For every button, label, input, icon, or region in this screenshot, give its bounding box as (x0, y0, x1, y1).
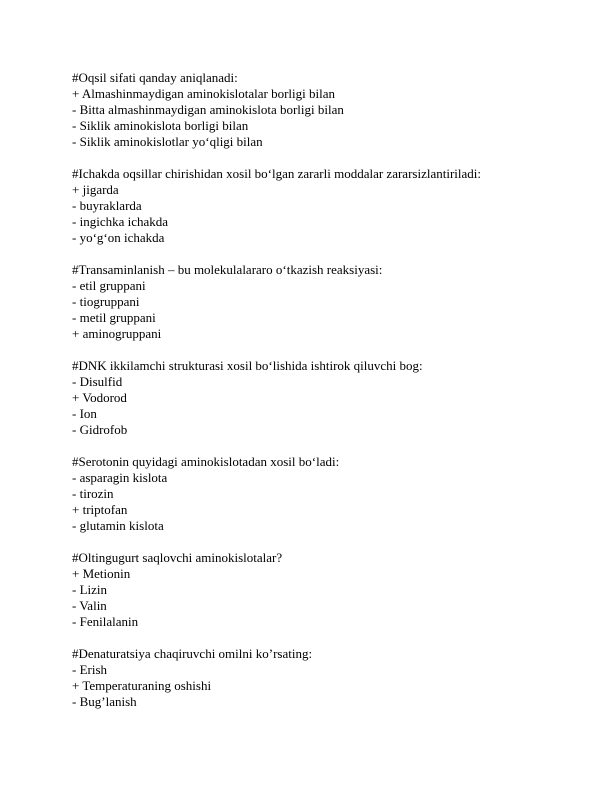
answer-option (72, 566, 552, 582)
option-label: buyraklarda (79, 198, 142, 213)
option-label: triptofan (82, 502, 128, 517)
option-marker: - (72, 294, 77, 309)
option-marker: - (72, 614, 77, 629)
answer-option (72, 182, 552, 198)
option-marker: - (72, 598, 77, 613)
question-block (72, 646, 552, 710)
option-label: Lizin (79, 582, 108, 597)
option-marker: - (72, 582, 77, 597)
answer-option (72, 310, 552, 326)
option-marker: - (72, 422, 77, 437)
option-marker: - (72, 374, 77, 389)
option-label: etil gruppani (79, 278, 146, 293)
option-marker: - (72, 230, 77, 245)
option-label: Almashinmaydigan aminokislotalar borligi bilan (81, 86, 335, 101)
answer-option (72, 86, 552, 102)
answer-option (72, 582, 552, 598)
answer-option (72, 694, 552, 710)
option-label: glutamin kislota (79, 518, 164, 533)
option-marker: + (72, 390, 80, 405)
answer-option (72, 326, 552, 342)
answer-option (72, 134, 552, 150)
option-label: yo‘g‘on ichakda (79, 230, 165, 245)
answer-option (72, 598, 552, 614)
question-block (72, 550, 552, 630)
answer-option (72, 518, 552, 534)
option-label: Bug’lanish (79, 694, 137, 709)
question-block (72, 70, 552, 150)
option-label: Vodorod (82, 390, 127, 405)
option-marker: - (72, 662, 77, 677)
option-marker: - (72, 214, 77, 229)
answer-option (72, 374, 552, 390)
option-label: Disulfid (79, 374, 123, 389)
option-marker: + (72, 502, 80, 517)
option-label: asparagin kislota (79, 470, 168, 485)
option-marker: + (72, 86, 80, 101)
option-marker: - (72, 486, 77, 501)
question-prompt: #Denaturatsiya chaqiruvchi omilni ko’rsating: (72, 646, 313, 661)
option-label: jigarda (82, 182, 119, 197)
option-marker: - (72, 518, 77, 533)
answer-option (72, 118, 552, 134)
answer-option (72, 230, 552, 246)
option-label: Siklik aminokislota borligi bilan (79, 118, 249, 133)
answer-option (72, 662, 552, 678)
option-label: tirozin (79, 486, 114, 501)
question-block (72, 454, 552, 534)
option-marker: - (72, 310, 77, 325)
option-marker: - (72, 406, 77, 421)
answer-option (72, 470, 552, 486)
answer-option (72, 422, 552, 438)
option-marker: - (72, 118, 77, 133)
question-prompt: #Oltingugurt saqlovchi aminokislotalar? (72, 550, 283, 565)
option-label: Metionin (82, 566, 131, 581)
option-marker: + (72, 678, 80, 693)
option-marker: + (72, 326, 80, 341)
question-prompt: #Transaminlanish – bu molekulalararo o‘tkazish reaksiyasi: (72, 262, 383, 277)
option-marker: - (72, 134, 77, 149)
answer-option (72, 614, 552, 630)
question-block (72, 166, 552, 246)
question-block (72, 358, 552, 438)
option-marker: - (72, 198, 77, 213)
answer-option (72, 198, 552, 214)
answer-option (72, 678, 552, 694)
answer-option (72, 390, 552, 406)
question-prompt: #Oqsil sifati qanday aniqlanadi: (72, 70, 238, 85)
option-label: Gidrofob (79, 422, 128, 437)
answer-option (72, 486, 552, 502)
option-label: Temperaturaning oshishi (82, 678, 212, 693)
answer-option (72, 102, 552, 118)
option-label: Fenilalanin (79, 614, 139, 629)
option-marker: + (72, 566, 80, 581)
answer-option (72, 294, 552, 310)
option-label: Valin (79, 598, 107, 613)
option-marker: - (72, 694, 77, 709)
question-prompt: #DNK ikkilamchi strukturasi xosil bo‘lishida ishtirok qiluvchi bog: (72, 358, 423, 373)
option-marker: - (72, 278, 77, 293)
option-label: Erish (79, 662, 108, 677)
option-marker: - (72, 102, 77, 117)
answer-option (72, 406, 552, 422)
answer-option (72, 502, 552, 518)
option-label: aminogruppani (82, 326, 162, 341)
option-label: Ion (79, 406, 97, 421)
question-prompt: #Serotonin quyidagi aminokislotadan xosil bo‘ladi: (72, 454, 340, 469)
option-marker: - (72, 470, 77, 485)
question-prompt: #Ichakda oqsillar chirishidan xosil bo‘lgan zararli moddalar zararsizlantiriladi: (72, 166, 481, 181)
option-marker: + (72, 182, 80, 197)
option-label: Bitta almashinmaydigan aminokislota borligi bilan (79, 102, 344, 117)
option-label: metil gruppani (79, 310, 156, 325)
answer-option (72, 214, 552, 230)
answer-option (72, 278, 552, 294)
option-label: ingichka ichakda (79, 214, 169, 229)
option-label: tiogruppani (79, 294, 140, 309)
option-label: Siklik aminokislotlar yo‘qligi bilan (79, 134, 263, 149)
question-block (72, 262, 552, 342)
